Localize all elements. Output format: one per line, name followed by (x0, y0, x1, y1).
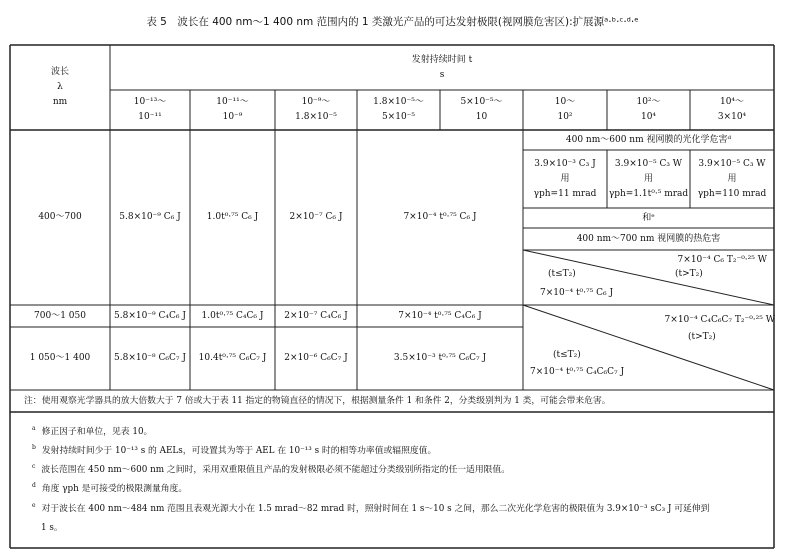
table-cell: 7×10⁻⁴ t⁰·⁷⁵ C₄C₆ J (398, 310, 482, 321)
thermal-long-cond: (t>T₂) (675, 269, 703, 279)
limit: 3.9×10⁻⁵ C₃ W (698, 158, 766, 169)
footnote (32, 443, 436, 456)
range-to: 1.8×10⁻⁵ (295, 112, 337, 122)
with: 用 (643, 173, 653, 184)
table-title: 表 5 波长在 400 nm～1 400 nm 范围内的 1 类激光产品的可达发射极限(视网膜危害区):扩展源ᵃ·ᵇ·ᶜ·ᵈ·ᵉ (146, 16, 639, 28)
footnote-mark: a (32, 425, 36, 433)
ir-short: 7×10⁻⁴ t⁰·⁷⁵ C₄C₆C₇ J (530, 367, 625, 377)
and-row: 和ᵉ (642, 212, 655, 223)
footnote (32, 501, 709, 514)
footnote-text: 修正因子和单位，见表 10。 (41, 427, 153, 437)
photochemical-heading: 400 nm～600 nm 视网膜的光化学危害ᵈ (565, 134, 732, 145)
footnote (32, 462, 510, 475)
angle: γph=110 mrad (697, 188, 767, 199)
ir-short-cond: (t≤T₂) (553, 350, 581, 360)
header-label: 波长 (50, 67, 69, 77)
footnote-text: 发射持续时间少于 10⁻¹³ s 的 AELs，可设置其为等于 AEL 在 10⁻¹³ s 时的相等功率值或辐照度值。 (41, 446, 437, 456)
duration-range (110, 90, 190, 130)
footnote-mark: b (32, 444, 36, 452)
table-cell: 2×10⁻⁷ C₄C₆ J (284, 310, 348, 321)
angle: γph=11 mrad (533, 188, 597, 199)
limit: 3.9×10⁻³ C₃ J (534, 158, 596, 169)
thermal-short-cond: (t≤T₂) (548, 269, 576, 279)
range-to: 3×10⁴ (717, 112, 747, 122)
limit: 3.9×10⁻⁵ C₃ W (614, 158, 683, 169)
header-unit: s (439, 69, 445, 80)
thermal-heading: 400 nm～700 nm 视网膜的热危害 (576, 233, 721, 244)
ir-long-cond: (t>T₂) (688, 332, 716, 342)
thermal-long: 7×10⁻⁴ C₆ T₂⁻⁰·²⁵ W (677, 255, 767, 265)
with: 用 (560, 173, 570, 184)
duration-range (357, 90, 440, 130)
footnote (32, 481, 187, 494)
range-from: 10～ (554, 97, 576, 107)
range-to: 10⁻⁹ (222, 112, 243, 122)
photochemical-cell (690, 150, 774, 208)
row-wavelength: 400～700 (38, 212, 82, 222)
wavelength-header (10, 45, 110, 130)
header-unit: nm (52, 97, 68, 107)
table-cell: 5.8×10⁻⁹ C₆ J (119, 212, 181, 222)
duration-range (190, 90, 275, 130)
duration-header (110, 45, 774, 90)
table-cell: 5.8×10⁻⁹ C₄C₆ J (114, 310, 186, 321)
footnote-text: 波长范围在 450 nm～600 nm 之间时，采用双重限值且产品的发射极限必须不能超过分类级别所指定的任一适用限值。 (41, 465, 511, 475)
with: 用 (727, 173, 737, 184)
range-to: 5×10⁻⁵ (381, 112, 416, 122)
table-cell: 5.8×10⁻⁸ C₆C₇ J (114, 353, 186, 363)
duration-range (523, 90, 607, 130)
range-from: 10⁻¹³～ (133, 97, 167, 107)
angle: γph=1.1t⁰·⁵ mrad (608, 188, 689, 199)
table-cell: 1.0t⁰·⁷⁵ C₄C₆ J (201, 310, 264, 321)
table-cell: 10.4t⁰·⁷⁵ C₆C₇ J (198, 353, 267, 363)
footnote-text: 对于波长在 400 nm～484 nm 范围且表观光源大小在 1.5 mrad～82 mrad 时，照射时间在 1 s～10 s 之间，那么二次光化学危害的极限值为 3.9×10⁻³ sC₃ J 可延伸到 (41, 504, 710, 514)
range-from: 10⁴～ (719, 97, 745, 107)
range-to: 10 (475, 112, 488, 122)
range-to: 10² (557, 112, 573, 122)
footnote (32, 424, 152, 437)
row-wavelength: 700～1 050 (34, 310, 86, 321)
duration-range (690, 90, 774, 130)
row-wavelength: 1 050～1 400 (29, 353, 91, 363)
range-from: 10²～ (636, 97, 661, 107)
footnote-text: 角度 γph 是可接受的极限测量角度。 (41, 484, 188, 494)
range-from: 1.8×10⁻⁵～ (373, 97, 424, 107)
duration-range (440, 90, 523, 130)
range-from: 10⁻⁹～ (301, 97, 331, 107)
footnote-continuation: 1 s。 (41, 523, 63, 533)
duration-range (275, 90, 357, 130)
footnote-mark: d (32, 482, 36, 490)
range-to: 10⁴ (640, 112, 657, 122)
footnote-mark: e (32, 502, 36, 510)
table-note: 注：使用观察光学器具的放大倍数大于 7 倍或大于表 11 指定的物镜直径的情况下，根据测量条件 1 和条件 2，分类级别判为 1 类，可能会带来危害。 (24, 396, 611, 406)
footnote-mark: c (32, 463, 36, 471)
table-cell: 3.5×10⁻³ t⁰·⁷⁵ C₆C₇ J (393, 353, 487, 363)
header-label: 发射持续时间 t (411, 54, 473, 65)
table-cell: 2×10⁻⁷ C₆ J (289, 212, 343, 222)
photochemical-cell (523, 150, 607, 208)
duration-range (607, 90, 690, 130)
table-cell: 7×10⁻⁴ t⁰·⁷⁵ C₆ J (403, 212, 477, 222)
photochemical-cell (607, 150, 690, 208)
thermal-short: 7×10⁻⁴ t⁰·⁷⁵ C₆ J (540, 288, 614, 298)
ir-long: 7×10⁻⁴ C₄C₆C₇ T₂⁻⁰·²⁵ W (664, 315, 775, 325)
range-from: 5×10⁻⁵～ (460, 97, 503, 107)
range-from: 10⁻¹¹～ (216, 97, 249, 107)
range-to: 10⁻¹¹ (138, 112, 162, 122)
table-cell: 1.0t⁰·⁷⁵ C₆ J (206, 212, 259, 222)
header-symbol: λ (57, 82, 63, 92)
table-cell: 2×10⁻⁶ C₆C₇ J (284, 353, 348, 363)
